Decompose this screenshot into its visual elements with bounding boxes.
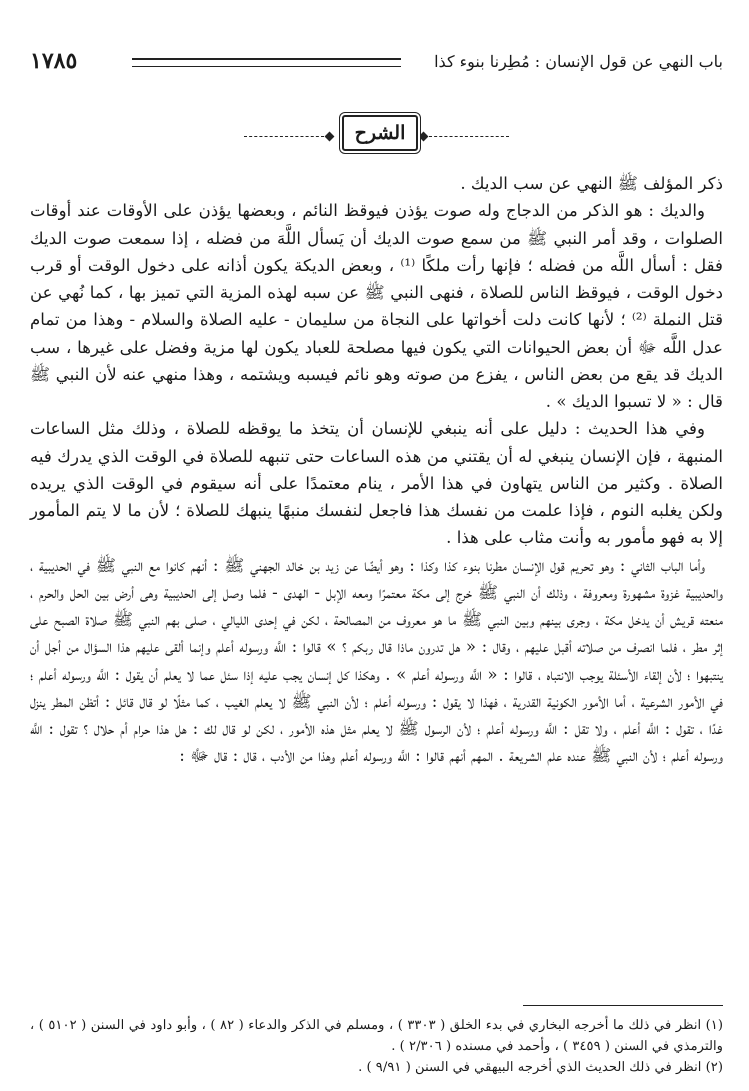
paragraph-alarm: وفي هذا الحديث : دليل على أنه ينبغي للإنسان أن يتخذ ما يوقظه للصلاة ، وذلك مثل الساعات المنبهة ، فإن الإنسان ينبغي له أن يقتني من هذه الساعات حتى تنبهه للصلاة في الوقت الذي يدرك فيه الصلاة . وكثير من الناس يتهاون في هذا الأمر ، ينام معتمدًا على أنه سيقوم في الوقت الذي يريده ولكن يغلبه النوم ، فإذا علمت من نفسك هذا فاجعل لنفسك منبهًا ينبهك للصلاة ؛ لأن ما لا يتم المأمور إلا به فهو مأمور به وأنت مثاب على هذا . bbox=[30, 419, 723, 548]
running-header bbox=[30, 50, 723, 80]
footnote-1: (١) انظر في ذلك ما أخرجه البخاري في بدء الخلق ( ٣٣٠٣ ) ، ومسلم في الذكر والدعاء ( ٨٢ ) ، وأبو داود في السنن ( ٥١٠٢ ) ، والترمذي في السنن ( ٣٤٥٩ ) ، وأحمد في مسنده ( ٢/٣٠٦ ) . bbox=[30, 1018, 724, 1054]
page-number: ١٧٨٥ bbox=[30, 48, 78, 74]
header-rule bbox=[132, 58, 401, 67]
ornament-diamond-right bbox=[419, 132, 429, 142]
commentary-body bbox=[30, 170, 723, 770]
paragraph-second-chapter: وأما الباب الثاني : وهو تحريم قول الإنسان مطرنا بنوء كذا وكذا : وهو أيضًا عن زيد بن خالد الجهني ﷺ : أنهم كانوا مع النبي ﷺ في الحديبية ، والحديبية غزوة مشهورة ومعروفة ، وذلك أن النبي ﷺ خرج إلى مكة معتمرًا ومعه الإبل - الهدى - فلما وصل إلى الحديبية وهى أرض بين الحل والحرم ، منعته قريش أن يدخل مكة ، وجرى بينهم وبين النبي ﷺ ما هو معروف من المصالحة ، لكن في إحدى الليالي ، صلى بهم النبي ﷺ صلاة الصبح على إثر مطر ، فلما انصرف من صلاته أقبل عليهم ، وقال : « هل تدرون ماذا قال ربكم ؟ » قالوا : اللَّه ورسوله أعلم وإنما ألقى عليهم هذا السؤال من أجل أن ينتبهوا ؛ لأن إلقاء الأسئلة يوجب الانتباه ، قالوا : « اللَّه ورسوله أعلم » . وهكذا كل إنسان يجب عليه إذا سئل عما لا يعلم أن يقول : اللَّه ورسوله أعلم ؛ في الأمور الشرعية ، أما الأمور الكونية القدرية ، فهذا لا يقول : ورسوله أعلم ؛ لأن النبي ﷺ لا يعلم الغيب ، كما مثلًا لو قال قائل : أتظن المطر ينزل غدًا ، تقول : اللَّه أعلم ، ولا تقل : اللَّه ورسوله أعلم ؛ لأن الرسول ﷺ لا يعلم مثل هذه الأمور ، لكن لو قال لك : هل هذا حرام أم حلال ؟ تقول : اللَّه ورسوله أعلم ؛ لأن النبي ﷺ عنده علم الشريعة . المهم أنهم قالوا : اللَّه ورسوله أعلم وهذا من الأدب ، قال : قال ﷻ : bbox=[30, 555, 723, 766]
footnote-rule bbox=[523, 1005, 723, 1006]
book-page bbox=[30, 30, 724, 1075]
footnotes bbox=[30, 1015, 723, 1078]
footnote-2: (٢) انظر في ذلك الحديث الذي أخرجه البيهقي في السنن ( ٩/٩١ ) . bbox=[358, 1060, 723, 1075]
ornament-diamond-left bbox=[325, 132, 335, 142]
ornament-line-left bbox=[244, 136, 324, 137]
section-heading bbox=[30, 90, 723, 150]
running-header-title: باب النهي عن قول الإنسان : مُطِرنا بنوء كذا bbox=[434, 52, 723, 71]
ornament-line-right bbox=[429, 136, 509, 137]
paragraph-intro: ذكر المؤلف ﷺ النهي عن سب الديك . bbox=[460, 174, 723, 193]
paragraph-rooster: والديك : هو الذكر من الدجاج وله صوت يؤذن فيوقظ النائم ، وبعضها يؤذن على الأوقات عند أوقات الصلوات ، وقد أمر النبي ﷺ من سمع صوت الديك أن يَسأل اللَّهَ من فضله ، إذا سمعت صوت الديك فقل : أسأل اللَّه من فضله ؛ فإنها رأت ملكًا ⁽¹⁾ ، وبعض الديكة يكون أذانه على دخول الوقت أو قرب دخول الوقت ، فيوقظ الناس للصلاة ، فنهى النبي ﷺ عن سبه لهذه المزية التي تميز بها ، كما نُهي عن قتل النملة ⁽²⁾ ؛ لأنها كانت دلت أخواتها على النجاة من سليمان - عليه الصلاة والسلام - وهذا من تمام عدل اللَّه ﷻ أن بعض الحيوانات التي يكون فيها مصلحة للعباد يكون لها مزية وفضل على غيرها ، سب الديك قد يقع من بعض الناس ، يفزع من صوته وهو نائم فيسبه ويشتمه ، وهذا منهي عنه لأن النبي ﷺ قال : « لا تسبوا الديك » . bbox=[30, 201, 724, 411]
section-title: الشرح bbox=[342, 115, 418, 151]
